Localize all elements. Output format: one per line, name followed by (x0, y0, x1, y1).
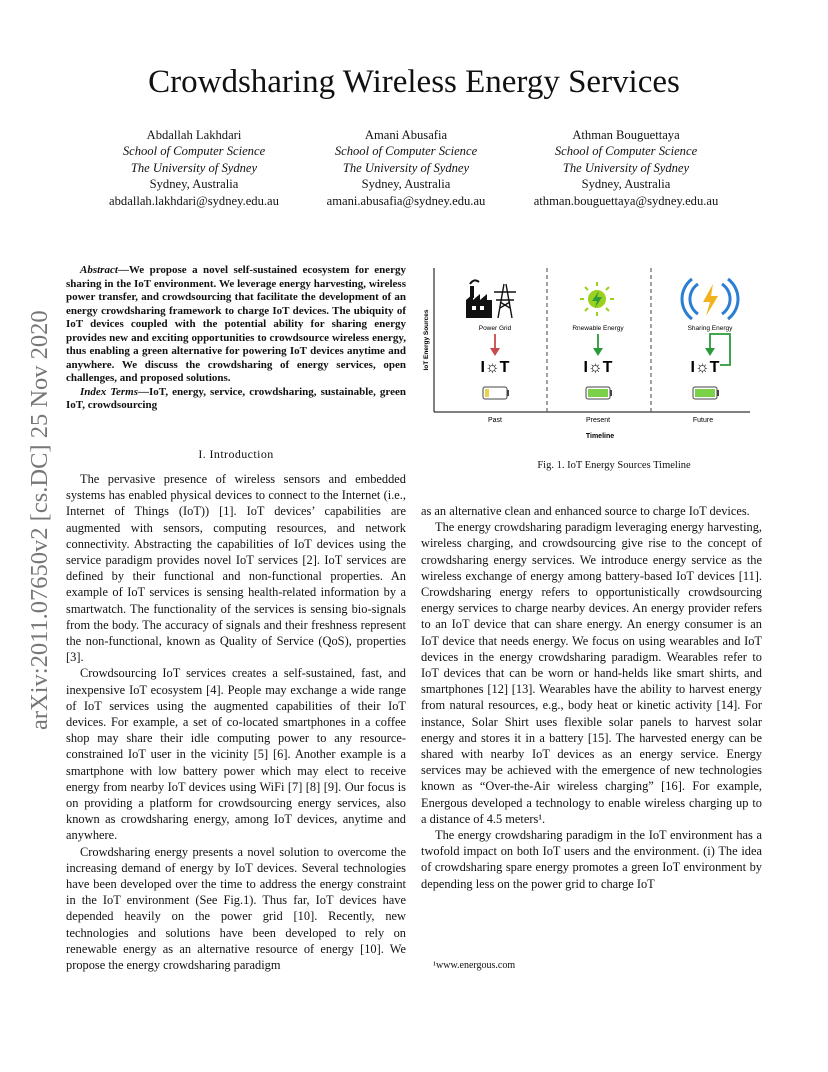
lightning-icon (703, 284, 718, 316)
arrow-down-icon (490, 348, 500, 356)
author-email[interactable]: abdallah.lakhdari@sydney.edu.au (109, 193, 279, 208)
paragraph: The pervasive presence of wireless sensors and embedded systems has enabled physical devices to connect to the Internet (i.e., Internet of Things (IoT)) [1]. IoT devices’ capabilities are augmented with sensors, computing resources, and network connectivity. Abstracting the capabilities of IoT devices using the service paradigm provides novel IoT services [2]. IoT services are defined by their functional and non-functional properties. An example of IoT services is sensing health-related information by a smartwatch. The functionality of the services is sensing bio-signals from the body. The accuracy of signals and their freshness represent the non-functional, known as Quality of Service (QoS), properties [3]. (66, 472, 406, 665)
paragraph: Crowdsharing energy presents a novel solution to overcome the increasing demand of energy by IoT devices. Several technologies have been developed over the time to address the energy constraint in the IoT environment (See Fig.1). Thus far, IoT devices have depended heavily on the power grid [10]. Recently, new technologies and solutions have been developed to rely on renewable energy as an alternative resource of energy [10]. We propose the energy crowdsharing paradigm (66, 844, 406, 973)
time-label: Past (487, 417, 503, 424)
sun-icon (580, 282, 614, 316)
time-label: Future (692, 417, 714, 424)
arrow-down-icon (705, 348, 715, 356)
paragraph: The energy crowdsharing paradigm in the IoT environment has a twofold impact on both IoT users and the environment. (i) The idea of crowdsharing spare energy promotes a green IoT environment by depending less on the power grid to charge IoT (421, 828, 762, 891)
timeline-figure (420, 262, 760, 452)
author-3 (506, 127, 746, 209)
battery-level (588, 389, 608, 397)
battery-level (695, 389, 715, 397)
author-email[interactable]: amani.abusafia@sydney.edu.au (326, 193, 486, 208)
panel-label: Rnewable Energy (572, 325, 624, 332)
power-grid-panel (466, 280, 516, 424)
author-univ: The University of Sydney (342, 160, 470, 175)
panel-label: Sharing Energy (687, 325, 733, 332)
figure-1 (420, 262, 760, 457)
y-axis-label: IoT Energy Sources (423, 309, 430, 371)
transmission-tower-icon (494, 284, 516, 318)
renewable-panel (572, 282, 624, 424)
paragraph: as an alternative clean and enhanced source to charge IoT devices. (421, 504, 750, 518)
left-column (66, 471, 406, 973)
author-loc: Sydney, Australia (149, 177, 239, 192)
index-terms-text: —IoT, energy, service, crowdsharing, sustainable, green IoT, crowdsourcing (66, 385, 406, 411)
author-univ: The University of Sydney (130, 160, 258, 175)
author-loc: Sydney, Australia (361, 177, 451, 192)
figure-caption: Fig. 1. IoT Energy Sources Timeline (537, 460, 691, 471)
sharing-panel (682, 279, 738, 424)
paragraph: Crowdsourcing IoT services creates a self-sustained, fast, and inexpensive IoT ecosystem [4]. People may exchange a wide range of IoT services using the augmented capabilities of their IoT devices. For example, a set of co-located smartphones in a coffee shop may share their idle computing power to any resource-constrained IoT user in the vicinity [5] [6]. Another example is a smartphone with low battery power which may elect to receive energy from nearby IoT devices using WiFi [7] [8] [9]. Our focus is on providing a platform for crowdsourcing energy services, also known as crowdsharing energy, among IoT devices, anytime and anywhere. (66, 666, 406, 843)
arxiv-stamp: arXiv:2011.07650v2 [cs.DC] 25 Nov 2020 (26, 310, 53, 730)
author-univ: The University of Sydney (562, 160, 690, 175)
author-name: Athman Bouguettaya (572, 128, 680, 142)
author-dept: School of Computer Science (122, 144, 266, 159)
section-heading: I. Introduction (198, 447, 274, 461)
iot-logo: I☼T (583, 359, 613, 376)
author-2 (286, 127, 526, 209)
index-terms-label: Index Terms (80, 385, 139, 398)
iot-logo: I☼T (690, 359, 720, 376)
battery-level (485, 389, 489, 397)
right-column (421, 503, 762, 892)
arrow-down-icon (593, 348, 603, 356)
abstract (66, 264, 406, 413)
paper-title: Crowdsharing Wireless Energy Services (148, 64, 680, 100)
author-1 (74, 127, 314, 209)
author-email[interactable]: athman.bouguettaya@sydney.edu.au (533, 193, 719, 208)
abstract-label: Abstract (80, 264, 118, 276)
author-name: Abdallah Lakhdari (146, 128, 242, 142)
paragraph: The energy crowdsharing paradigm leveraging energy harvesting, wireless charging, and crowdsourcing give rise to the concept of crowdsharing energy services. We introduce energy service as the wireless exchange of energy among battery-based IoT devices [11]. Crowdsharing energy refers to opportunistically crowdsourcing energy services to charge nearby devices. An energy provider refers to an IoT device that can share energy. An energy consumer is an IoT device that needs energy. We focus on using wearables and IoT devices in the energy crowdsharing paradigm. Wearables refer to IoT devices that can be worn or hand-helds like smart shirts, and smartphones [12] [13]. Wearables have the ability to harvest energy from natural resources, e.g., body heat or kinetic activity [14]. For instance, Solar Shirt uses flexible solar panels to harvest solar energy and stores it in a battery [15]. The harvested energy can be shared with nearby IoT devices as an energy service. Energy services may be achieved with the emergence of new technologies known as “Over-the-Air wireless charging” [16]. For example, Energous developed a technology to enable wireless charging up to a distance of 4.5 meters¹. (421, 520, 762, 826)
author-loc: Sydney, Australia (581, 177, 671, 192)
time-label: Present (585, 417, 611, 424)
panel-label: Power Grid (478, 325, 512, 332)
author-dept: School of Computer Science (554, 144, 698, 159)
author-dept: School of Computer Science (334, 144, 478, 159)
abstract-text: —We propose a novel self-sustained ecosystem for energy sharing in the IoT environment. We leverage energy harvesting, wireless power transfer, and crowdsourcing that facilitate the development of an energy crowdsharing framework to charge IoT devices. The ubiquity of IoT devices coupled with the potential ability for sharing energy provides new and exciting opportunities to crowdsource wireless energy, thus enabling a green alternative for powering IoT devices anytime and anywhere. We discuss the crowdsharing of energy services, open challenges, and proposed solutions. (66, 264, 406, 384)
iot-logo: I☼T (480, 359, 510, 376)
author-name: Amani Abusafia (364, 128, 448, 142)
footnote: ¹www.energous.com (433, 960, 516, 971)
x-axis-label: Timeline (585, 433, 615, 440)
factory-icon (466, 280, 492, 318)
